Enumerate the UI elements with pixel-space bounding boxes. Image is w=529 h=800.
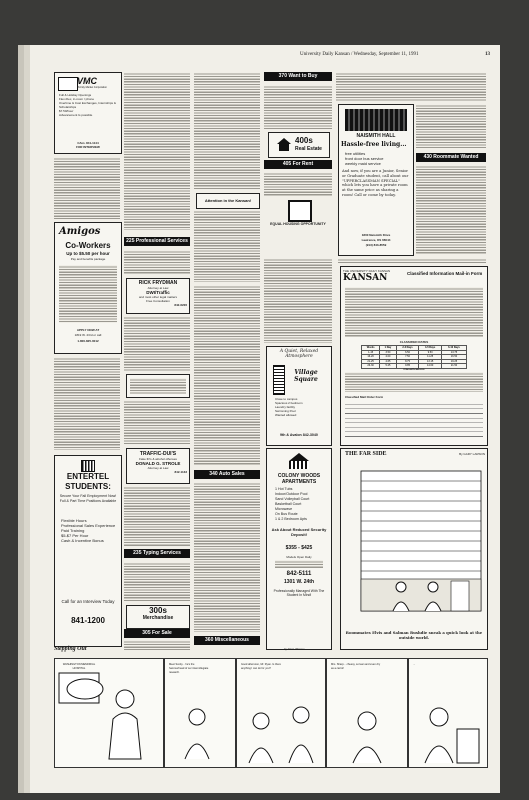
rates-header-cell: 4-5 Days bbox=[419, 346, 442, 351]
traffic-name: DONALD G. STROLE bbox=[135, 461, 181, 466]
attorney-ad-text bbox=[130, 378, 186, 394]
rmid-text-2 bbox=[264, 258, 332, 343]
right-text-3 bbox=[338, 258, 486, 264]
classified-heading: Classified Information Mail-in Form bbox=[407, 271, 483, 276]
section-misc: 360 Miscellaneous bbox=[194, 636, 260, 645]
rates-cell: 4.00 bbox=[380, 355, 396, 360]
colony-woods-ad bbox=[266, 448, 332, 650]
vmc-subtitle: Vicinity Market Corporation bbox=[77, 86, 107, 89]
comic-strip bbox=[54, 646, 486, 768]
left-classified-text bbox=[54, 157, 120, 219]
village-items bbox=[275, 397, 327, 417]
amigos-headline: Co-Workers bbox=[65, 241, 111, 250]
panel2-drawing bbox=[165, 659, 235, 767]
rates-cell: 5.25 bbox=[380, 364, 396, 369]
village-item: Laundry facility bbox=[275, 405, 296, 409]
strip-panel-4 bbox=[326, 658, 408, 768]
colony-phone: 842-5111 bbox=[286, 571, 312, 577]
frydman-phone: 842-6226 bbox=[174, 303, 187, 307]
attention-ad bbox=[196, 193, 260, 209]
village-item: Close to campus bbox=[275, 397, 298, 401]
colony-ask: Ask About Reduced Security Deposit! bbox=[271, 527, 327, 537]
rates-cell: 21.50 bbox=[441, 364, 466, 369]
rates-cell: 26-30 bbox=[362, 364, 380, 369]
mid-text-2 bbox=[124, 316, 190, 371]
classified-kansan: KANSAN bbox=[343, 273, 388, 283]
far-side-comic bbox=[340, 448, 488, 650]
entertel-phone: 841-1200 bbox=[71, 616, 105, 625]
entertel-bullet: Flexible Hours bbox=[61, 518, 87, 523]
entertel-headline: STUDENTS: bbox=[65, 482, 111, 491]
village-logo-icon bbox=[273, 365, 285, 395]
colony-hours-text bbox=[275, 560, 323, 568]
naismith-bullet: free utilities bbox=[345, 151, 366, 156]
right-text bbox=[336, 72, 486, 102]
farside-caption: Roommates Elvis and Salman Rushdie sneak a quick look at the outside world. bbox=[345, 630, 483, 640]
rates-cell: 1-15 bbox=[362, 350, 380, 355]
left-classified-text-2 bbox=[54, 357, 120, 450]
house-body-icon bbox=[279, 144, 289, 151]
running-header bbox=[300, 52, 490, 57]
colony-item: 1 & 2 Bedroom Apts bbox=[275, 517, 307, 521]
colony-items bbox=[275, 487, 329, 522]
mid-classified-text bbox=[124, 72, 190, 230]
rmid-text bbox=[264, 85, 332, 130]
panel4-text: Mrs. Sharp... cheesy, so lean and even dry as a carrot! bbox=[331, 663, 381, 670]
section-want-buy: 370 Want to Buy bbox=[264, 72, 332, 81]
amigos-phone: 1-800-825-0012 bbox=[77, 339, 99, 343]
classifications-title: Classifications bbox=[403, 367, 425, 371]
amigos-apply: APPLY NOW AT bbox=[76, 328, 100, 332]
farside-byline: By GARY LARSON bbox=[459, 452, 485, 456]
attention-text: Attention in the Kansan! bbox=[204, 198, 252, 203]
classified-policy-text bbox=[345, 287, 483, 337]
mid-typing-text bbox=[124, 562, 190, 602]
section-auto-sales: 340 Auto Sales bbox=[194, 470, 260, 479]
rates-cell: 9.85 bbox=[396, 364, 419, 369]
rates-cell: 19.25 bbox=[441, 359, 466, 364]
merch-header bbox=[126, 605, 190, 629]
naismith-promo: And now, if you are a Junior, Senior or Graduate student, call about our "UPPERCLASSMAN SPECIAL" which lets you have a private room at the same price as sharing a room! Call or come by today. bbox=[342, 169, 409, 197]
entertel-bullet: Cash & Incentive Bonus bbox=[61, 538, 104, 543]
traffic-phone: 842-1133 bbox=[174, 470, 187, 474]
amigos-address: 1819 W. 23rd or call bbox=[74, 333, 102, 337]
classified-rates-table bbox=[361, 345, 467, 369]
panel5-text: ... bbox=[413, 663, 416, 666]
rmid-rent-text bbox=[264, 172, 332, 196]
rates-cell: 14.60 bbox=[419, 364, 442, 369]
colony-item: Indoor/Outdoor Pool bbox=[275, 492, 308, 496]
frydman-sub: Attorney at Law bbox=[147, 286, 169, 290]
section-typing: 235 Typing Services bbox=[124, 549, 190, 558]
frydman-name: RICK FRYDMAN bbox=[138, 280, 178, 286]
vmc-item: Full & Holiday Openings bbox=[59, 93, 92, 97]
rates-cell: 6.50 bbox=[396, 350, 419, 355]
classified-masthead: THE UNIVERSITY DAILY KANSAN bbox=[343, 269, 391, 273]
mid2-text-3 bbox=[194, 285, 260, 465]
classified-form bbox=[340, 266, 488, 446]
panel2-text: Meet Scotty... he's the hammerhead of our intercollegiate research. bbox=[169, 663, 209, 674]
vmc-item: Overtime & Cost Exchanges, Internships & Scholarships bbox=[59, 101, 116, 109]
vmc-item: Advancement Is possible bbox=[59, 113, 93, 117]
realestate-label: Real Estate bbox=[295, 146, 322, 152]
colony-managed: Professionally Managed With The Student In Mind! bbox=[273, 589, 325, 597]
panel1-text: WASHINGTON MEMORIAL HOSPITAL bbox=[62, 663, 96, 670]
colony-item: Microwave bbox=[275, 507, 293, 511]
mid-prof-text bbox=[124, 250, 190, 275]
frydman-line3: Free Consultation bbox=[146, 299, 170, 303]
amigos-offer: Up to $5.50 per hour bbox=[66, 251, 110, 256]
vmc-item: $7.50/hour bbox=[59, 109, 74, 113]
colony-item: Sand Volleyball Court bbox=[275, 497, 310, 501]
equal-housing-text: EQUAL HOUSING OPPORTUNITY bbox=[270, 222, 326, 226]
naismith-city: Lawrence, KS 66044 bbox=[361, 238, 391, 242]
page-number: 13 bbox=[485, 52, 490, 57]
vmc-item: Flex-Flex, in-room / phone bbox=[59, 97, 95, 101]
village-name: Village Square bbox=[294, 369, 318, 383]
village-item: Spacious 2 bedroom bbox=[275, 401, 303, 405]
village-item: Wanted allowed bbox=[275, 413, 297, 417]
amigos-ad bbox=[54, 222, 122, 354]
rates-cell: 9.50 bbox=[419, 350, 442, 355]
vmc-ad bbox=[54, 72, 122, 154]
rates-header-cell: 1 Day bbox=[380, 346, 396, 351]
traffic-title: TRAFFIC-DUI'S bbox=[139, 451, 177, 457]
mid-forsale-text bbox=[124, 640, 190, 650]
farside-title: THE FAR SIDE bbox=[345, 451, 387, 457]
amigos-sub: Pay and benefits package bbox=[70, 257, 106, 261]
naismith-hall-ad bbox=[338, 104, 414, 256]
rates-header-cell: 6-10 Days bbox=[441, 346, 466, 351]
naismith-building-icon bbox=[345, 109, 407, 131]
entertel-bullet: Paid Training bbox=[61, 528, 85, 533]
farside-drawing bbox=[341, 461, 487, 631]
strip-byline: by Stan Thorne bbox=[284, 647, 305, 651]
order-form-grid bbox=[345, 400, 483, 440]
frydman-line1: DWI/Traffic bbox=[146, 290, 170, 295]
entertel-logo-icon bbox=[81, 460, 95, 472]
entertel-ad bbox=[54, 455, 122, 647]
realestate-400s: 400s bbox=[295, 136, 313, 145]
entertel-bullet: $5-$7 Per Hour bbox=[61, 533, 89, 538]
section-for-rent: 405 For Rent bbox=[264, 160, 332, 169]
frydman-line2: and most other legal matters bbox=[138, 295, 178, 299]
section-for-sale: 305 For Sale bbox=[124, 629, 190, 638]
colony-item: 1 Hot Tubs bbox=[275, 487, 293, 491]
rates-header-cell: 2-3 Days bbox=[396, 346, 419, 351]
frydman-ad bbox=[126, 278, 190, 314]
strip-panel-1 bbox=[54, 658, 164, 768]
vmc-item-list bbox=[59, 93, 119, 117]
rates-header-cell: Words bbox=[362, 346, 380, 351]
naismith-address: 1800 Naismith Drive bbox=[361, 233, 391, 237]
panel3-text: Good afternoon, Mr. Ryan. Is there anything I can do for you? bbox=[241, 663, 281, 670]
rates-cell: 4.65 bbox=[380, 359, 396, 364]
colony-name: COLONY WOODS APARTMENTS bbox=[277, 473, 321, 485]
vmc-logo-text: VMC bbox=[77, 76, 97, 86]
strip-panel-2 bbox=[164, 658, 236, 768]
order-form-title: Classified Mail Order Form bbox=[345, 395, 384, 399]
equal-housing-box bbox=[270, 198, 326, 256]
right-text-2 bbox=[416, 104, 486, 149]
rates-cell: 16-20 bbox=[362, 355, 380, 360]
village-item: Swimming Pool bbox=[275, 409, 296, 413]
amigos-body-text bbox=[59, 265, 117, 323]
entertel-body: Secure Your Fall Employment Now! Full & Part Time Positions Available bbox=[59, 494, 117, 503]
merch-300s: 300s bbox=[149, 606, 167, 615]
traffic-sub2: Attorney at Law bbox=[147, 466, 169, 470]
traffic-ad bbox=[126, 448, 190, 484]
rates-cell: 13.15 bbox=[419, 359, 442, 364]
classifications-list bbox=[345, 372, 483, 392]
naismith-bullet: front door bus service bbox=[345, 156, 384, 161]
attorney-ad bbox=[126, 374, 190, 398]
vmc-call: CALL 841-1144 bbox=[77, 141, 99, 145]
colony-price: $355 - $425 bbox=[285, 545, 313, 551]
colony-item: Basketball Court bbox=[275, 502, 302, 506]
village-title: A Quiet, Relaxed Atmosphere bbox=[279, 349, 319, 359]
naismith-headline: Hassle-free living... bbox=[341, 141, 407, 148]
entertel-bullet: Professional Sales Experience bbox=[61, 523, 116, 528]
equal-housing-icon bbox=[288, 200, 312, 222]
rates-cell: 3.50 bbox=[380, 350, 396, 355]
naismith-bullets bbox=[345, 151, 411, 166]
strip-panel-5 bbox=[408, 658, 488, 768]
strip-panel-3 bbox=[236, 658, 326, 768]
mid-text-3 bbox=[124, 400, 190, 445]
mid2-text bbox=[194, 72, 260, 190]
realestate-header bbox=[268, 132, 330, 158]
entertel-bullets bbox=[61, 518, 119, 543]
village-square-ad bbox=[266, 346, 332, 446]
strip-title: Stepping Out bbox=[54, 646, 87, 652]
rates-cell: 13.75 bbox=[441, 350, 466, 355]
paper-dateline: University Daily Kansan / Wednesday, September 11, 1991 bbox=[300, 52, 419, 57]
colony-item: On Bus Route bbox=[275, 512, 298, 516]
amigos-logo: Amigos bbox=[59, 226, 101, 237]
right-roommate-text bbox=[416, 165, 486, 255]
rates-cell: 7.50 bbox=[396, 355, 419, 360]
mid2-auto-text bbox=[194, 482, 260, 632]
panel5-drawing bbox=[409, 659, 487, 767]
panel4-drawing bbox=[327, 659, 407, 767]
panel3-drawing bbox=[237, 659, 325, 767]
entertel-logo: ENTERTEL bbox=[66, 472, 110, 481]
classified-rates-title: CLASSIFIED RATES bbox=[399, 340, 429, 344]
section-prof-services: 225 Professional Services bbox=[124, 237, 190, 246]
mid-text-4 bbox=[124, 486, 190, 546]
naismith-name: NAISMITH HALL bbox=[356, 133, 396, 139]
rates-cell: 8.75 bbox=[396, 359, 419, 364]
vmc-logo-icon bbox=[58, 77, 78, 91]
rates-cell: 11.25 bbox=[419, 355, 442, 360]
colony-address: 1301 W. 24th bbox=[283, 579, 314, 585]
rates-cell: 16.50 bbox=[441, 355, 466, 360]
rates-cell: 21-25 bbox=[362, 359, 380, 364]
colony-logo-icon bbox=[289, 453, 309, 469]
mid2-text-2 bbox=[194, 210, 260, 282]
colony-hours: Models Open Daily bbox=[286, 555, 312, 559]
village-address: 9th & Avalon 842-3040 bbox=[280, 433, 318, 437]
vmc-more: FOR INTERVIEW bbox=[76, 145, 100, 149]
naismith-bullet: weekly maid service bbox=[345, 161, 381, 166]
section-roommate: 430 Roommate Wanted bbox=[416, 153, 486, 162]
merch-label: Merchandise bbox=[142, 615, 174, 621]
panel1-drawing bbox=[55, 659, 163, 767]
traffic-sub: Fake ID's & alcohol offenses bbox=[139, 457, 177, 461]
naismith-phone: (913) 843-8559 bbox=[365, 243, 387, 247]
entertel-call: Call for an Interview Today bbox=[61, 599, 115, 604]
